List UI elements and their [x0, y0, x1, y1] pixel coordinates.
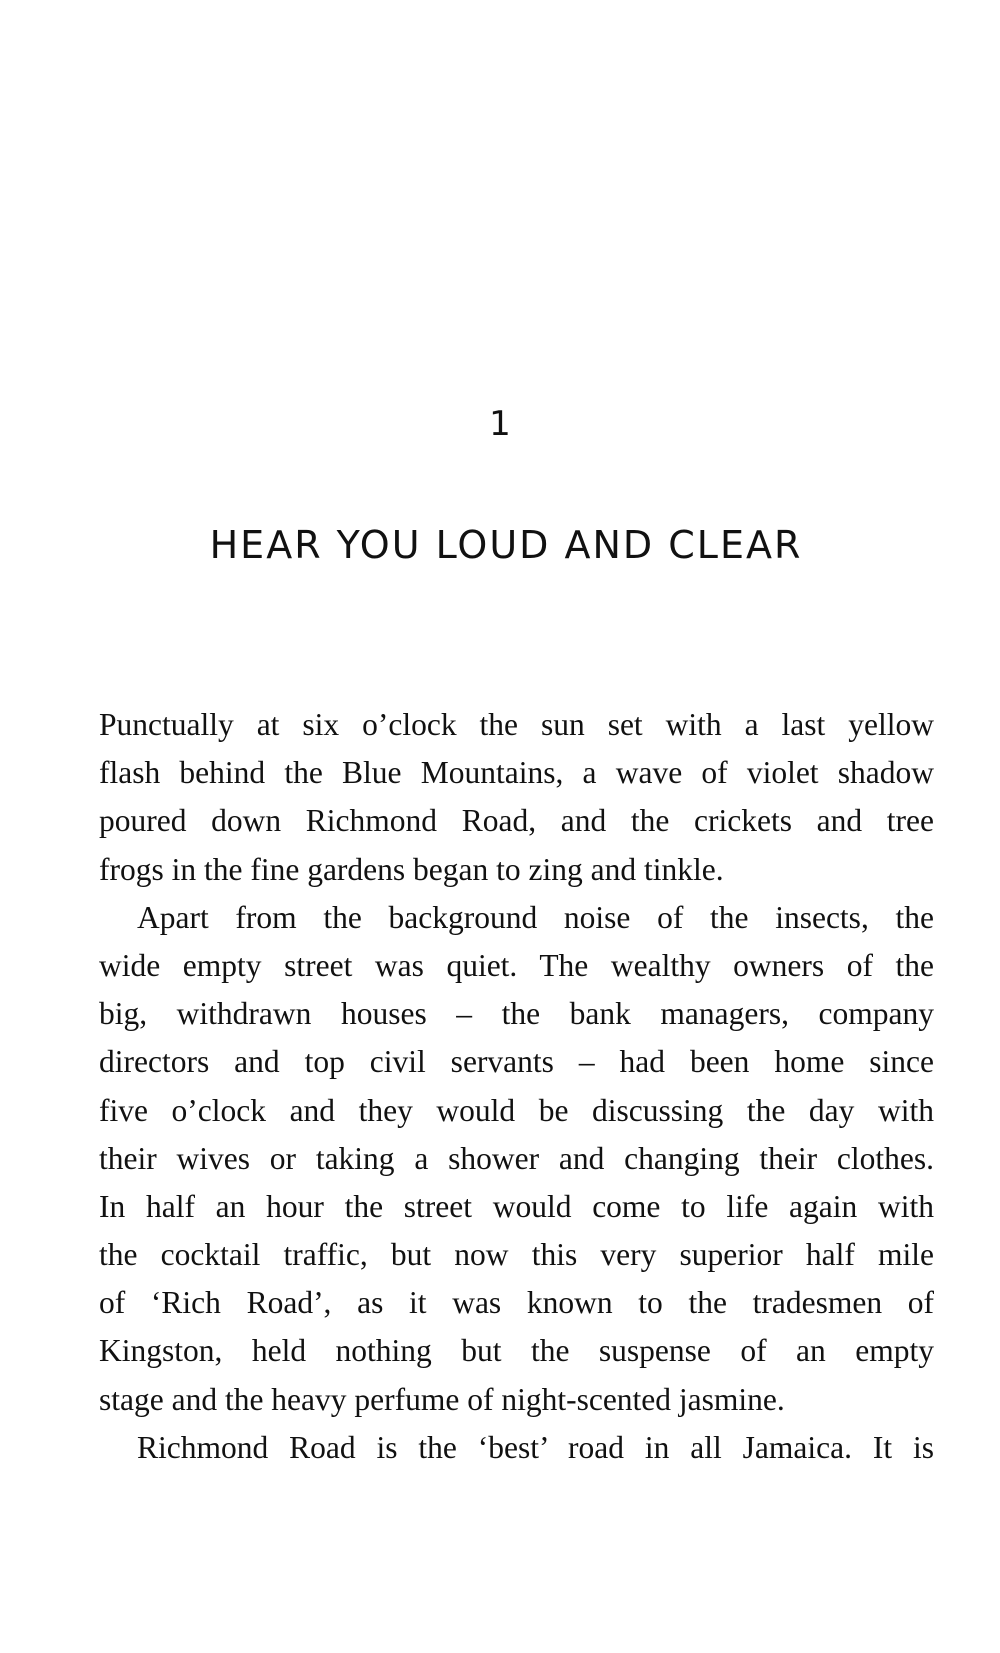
text-line: big, withdrawn houses – the bank managers, company [99, 996, 934, 1032]
text-line: stage and the heavy perfume of night-scented jasmine. [99, 1381, 785, 1417]
text-line: five o’clock and they would be discussing the day with [99, 1092, 934, 1128]
text-line: Richmond Road is the ‘best’ road in all Jamaica. It is [137, 1429, 934, 1465]
text-line: their wives or taking a shower and changing their clothes. [99, 1140, 934, 1176]
text-line: In half an hour the street would come to life again with [99, 1188, 934, 1224]
chapter-title: HEAR YOU LOUD AND CLEAR [209, 523, 803, 567]
text-line: frogs in the fine gardens began to zing and tinkle. [99, 851, 724, 887]
text-line: Punctually at six o’clock the sun set with a last yellow [99, 707, 934, 742]
text-line: flash behind the Blue Mountains, a wave of violet shadow [99, 755, 934, 791]
text-line: the cocktail traffic, but now this very superior half mile [99, 1237, 934, 1273]
text-line: poured down Richmond Road, and the crickets and tree [99, 803, 934, 839]
text-line: of ‘Rich Road’, as it was known to the tradesmen of [99, 1285, 934, 1321]
chapter-body [99, 701, 934, 1472]
chapter-number: 1 [489, 404, 511, 444]
text-line: Kingston, held nothing but the suspense of an empty [99, 1333, 934, 1369]
text-line: wide empty street was quiet. The wealthy owners of the [99, 947, 934, 983]
text-line: Apart from the background noise of the insects, the [137, 899, 934, 935]
text-line: directors and top civil servants – had been home since [99, 1044, 934, 1080]
